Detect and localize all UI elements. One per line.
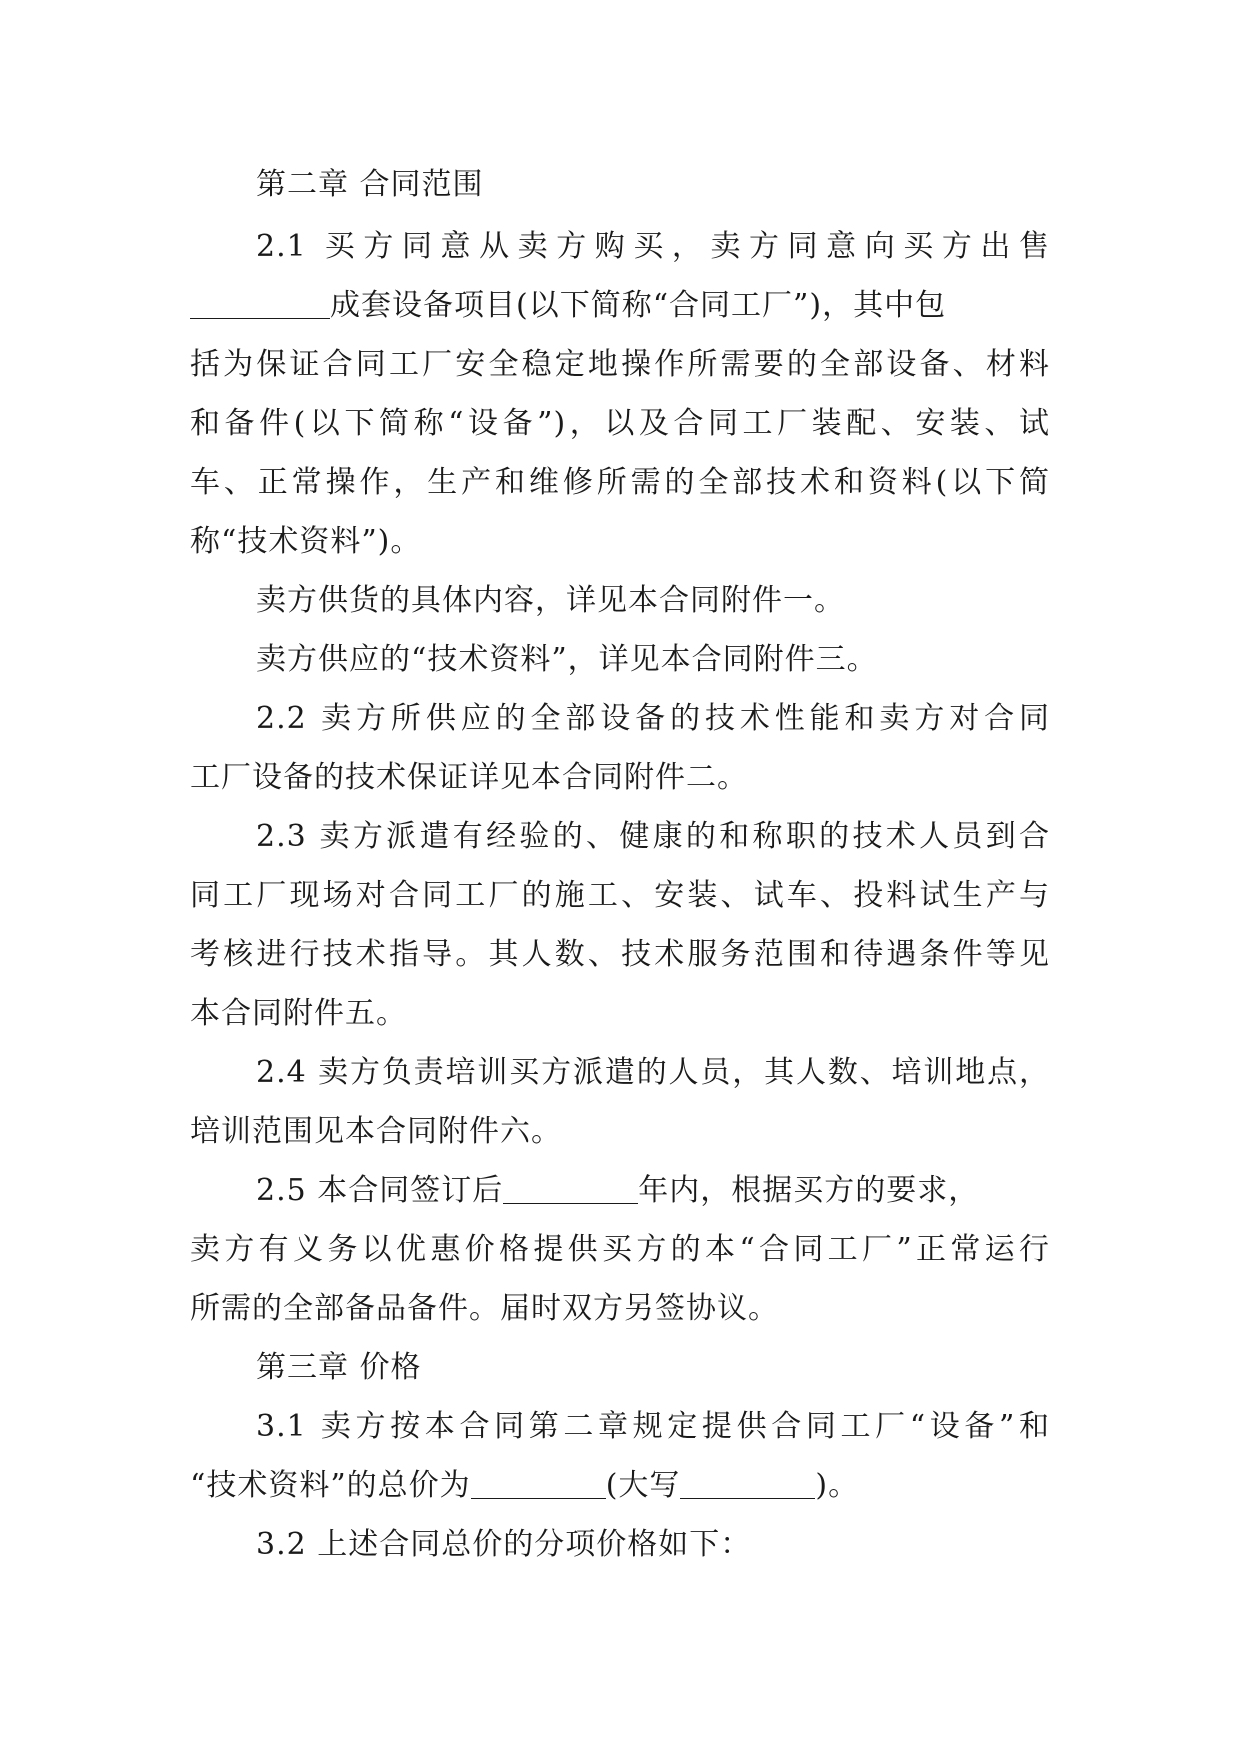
clause-2-2: [190, 689, 1050, 807]
clause-2-1-line-6: 称“技术资料”)。: [190, 524, 422, 559]
fill-in-blank-total-price[interactable]: [471, 1468, 606, 1499]
fill-in-blank-project-name[interactable]: [190, 288, 330, 319]
chapter-3-title: 第三章 价格: [256, 1350, 422, 1385]
clause-3-1-line-2-middle: (大写: [605, 1468, 681, 1503]
document-body: [190, 155, 1050, 1574]
clause-2-5-line-1-suffix: 年内，根据买方的要求，: [638, 1173, 980, 1208]
supply-tech-paragraph: 卖方供应的“技术资料”，详见本合同附件三。: [256, 642, 878, 677]
clause-2-4: [190, 1043, 1050, 1161]
clause-2-2-line-1: 2.2 卖方所供应的全部设备的技术性能和卖方对合同: [256, 701, 1050, 736]
clause-2-1-line-5: 车、正常操作，生产和维修所需的全部技术和资料(以下简: [190, 465, 1050, 500]
clause-3-1-line-2-suffix: )。: [815, 1468, 860, 1503]
clause-2-1-line-2: [190, 276, 1050, 335]
clause-2-3-line-1: 2.3 卖方派遣有经验的、健康的和称职的技术人员到合: [256, 819, 1050, 854]
clause-2-5-line-3: 所需的全部备品备件。届时双方另签协议。: [190, 1291, 779, 1326]
clause-2-1-line-4: 和备件(以下简称“设备”)，以及合同工厂装配、安装、试: [190, 406, 1050, 441]
fill-in-blank-years[interactable]: [503, 1173, 638, 1204]
clause-3-1-line-2-prefix: “技术资料”的总价为: [190, 1468, 471, 1503]
clause-2-1: [190, 217, 1050, 571]
fill-in-blank-total-price-capital[interactable]: [680, 1468, 815, 1499]
clause-3-1: [190, 1397, 1050, 1515]
clause-2-5-line-1-prefix: 2.5 本合同签订后: [256, 1173, 504, 1208]
clause-2-2-line-2: 工厂设备的技术保证详见本合同附件二。: [190, 760, 748, 795]
clause-2-1-line-1: 2.1 买方同意从卖方购买，卖方同意向买方出售: [256, 229, 1050, 264]
clause-2-3-line-4: 本合同附件五。: [190, 996, 407, 1031]
clause-2-3: [190, 807, 1050, 1043]
clause-2-5-line-1: [190, 1161, 1050, 1220]
clause-2-4-line-2: 培训范围见本合同附件六。: [190, 1114, 562, 1149]
clause-2-5-line-2: 卖方有义务以优惠价格提供买方的本“合同工厂”正常运行: [190, 1232, 1050, 1267]
clause-2-5: [190, 1161, 1050, 1338]
chapter-2-title: 第二章 合同范围: [256, 167, 484, 202]
clause-3-1-line-2: [190, 1456, 1050, 1515]
clause-2-1-line-2-text: 成套设备项目(以下简称“合同工厂”)，其中包: [330, 288, 947, 323]
clause-3-2: 3.2 上述合同总价的分项价格如下：: [256, 1527, 752, 1562]
clause-2-3-line-3: 考核进行技术指导。其人数、技术服务范围和待遇条件等见: [190, 937, 1050, 972]
supply-content-paragraph: 卖方供货的具体内容，详见本合同附件一。: [256, 583, 845, 618]
clause-2-3-line-2: 同工厂现场对合同工厂的施工、安装、试车、投料试生产与: [190, 878, 1050, 913]
clause-2-1-line-3: 括为保证合同工厂安全稳定地操作所需要的全部设备、材料: [190, 347, 1050, 382]
clause-3-1-line-1: 3.1 卖方按本合同第二章规定提供合同工厂“设备”和: [256, 1409, 1050, 1444]
clause-2-4-line-1: 2.4 卖方负责培训买方派遣的人员，其人数、培训地点，: [256, 1055, 1050, 1090]
